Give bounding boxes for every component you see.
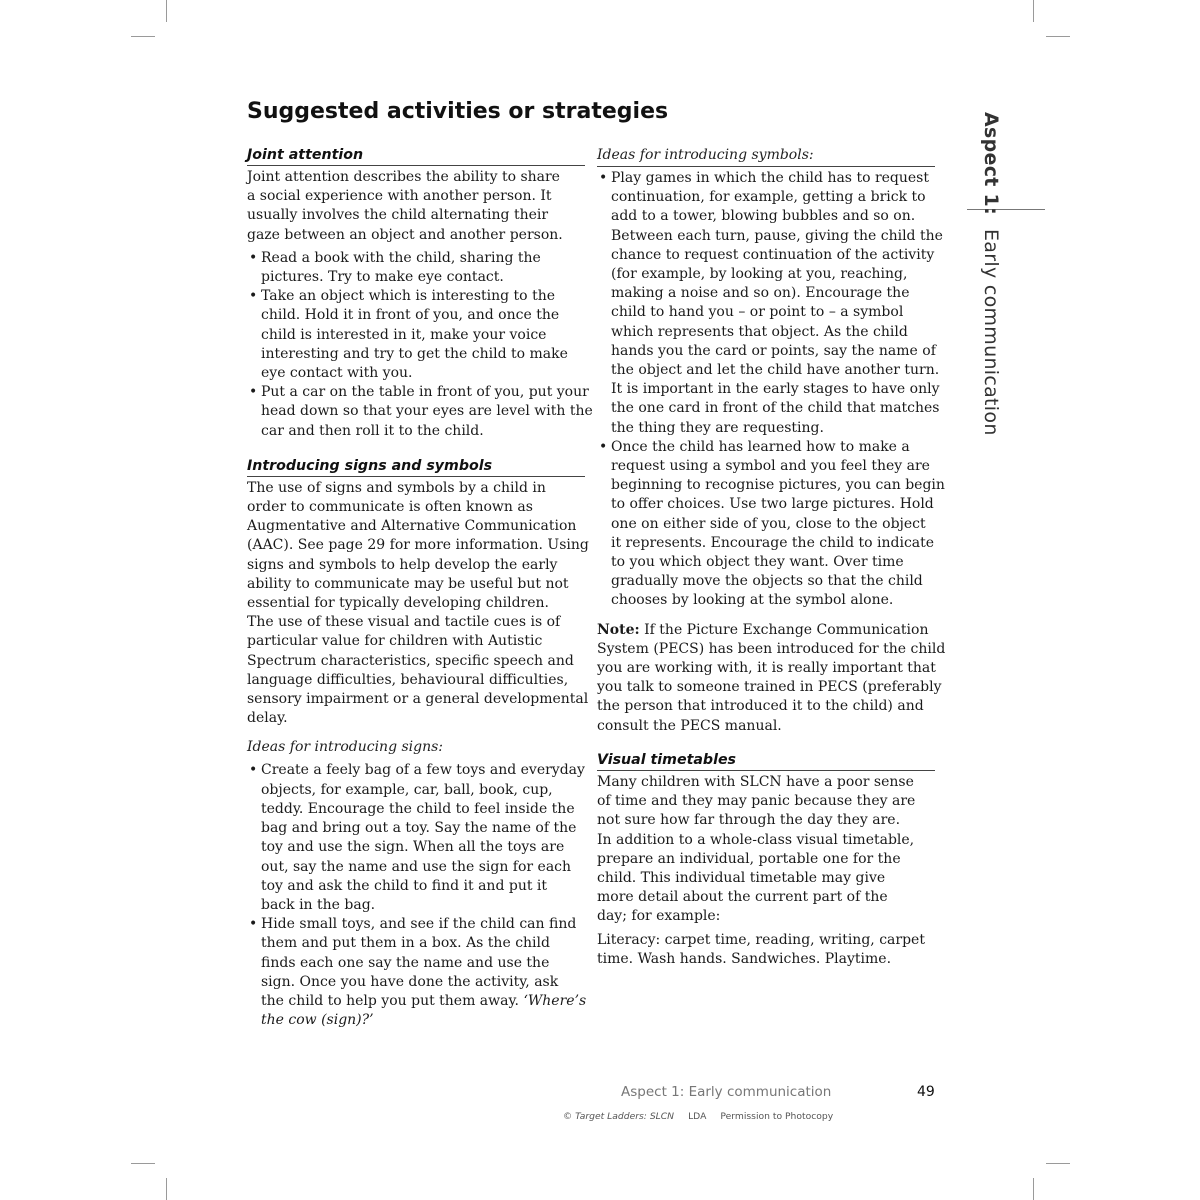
- side-tab-divider: [967, 209, 1045, 210]
- list-item: add to a tower, blowing bubbles and so on.: [611, 208, 916, 225]
- text-line: In addition to a whole-class visual timetable,: [597, 831, 915, 848]
- bullet-icon: •: [249, 384, 258, 401]
- crop-mark: [1046, 36, 1070, 37]
- text-line: Many children with SLCN have a poor sense: [597, 773, 914, 790]
- text-line: Note: If the Picture Exchange Communication: [597, 621, 929, 638]
- text-line: The use of these visual and tactile cues is of: [247, 614, 561, 631]
- visual-timetables-intro: [597, 773, 935, 927]
- list-item: • Play games in which the child has to request: [597, 169, 935, 188]
- list-item: request using a symbol and you feel they are: [611, 458, 930, 475]
- list-item: out, say the name and use the sign for each: [261, 858, 572, 875]
- text-line: essential for typically developing children.: [247, 595, 549, 612]
- text-line: Joint attention describes the ability to share: [247, 169, 560, 185]
- text-line: consult the PECS manual.: [597, 717, 782, 734]
- subheading-signs: Ideas for introducing signs:: [247, 739, 444, 756]
- text-line: you talk to someone trained in PECS (preferably: [597, 679, 942, 696]
- list-item: the thing they are requesting.: [611, 419, 824, 436]
- list-item: • Put a car on the table in front of you, put your: [247, 383, 585, 402]
- text-line: time. Wash hands. Sandwiches. Playtime.: [597, 950, 892, 967]
- text-line: a social experience with another person. It: [247, 188, 552, 205]
- text-line: of time and they may panic because they are: [597, 793, 916, 810]
- bullet-icon: •: [249, 762, 258, 779]
- bullet-icon: •: [599, 170, 608, 186]
- list-item: to offer choices. Use two large pictures. Hold: [611, 496, 934, 513]
- list-item: eye contact with you.: [261, 365, 413, 382]
- list-item: child. Hold it in front of you, and once the: [261, 307, 560, 324]
- text-line: day; for example:: [597, 908, 721, 925]
- joint-attention-list: [247, 249, 593, 441]
- list-item: which represents that object. As the child: [611, 323, 908, 340]
- crop-mark: [1033, 1178, 1034, 1200]
- symbols-list: [597, 169, 945, 611]
- list-item: toy and use the sign. When all the toys are: [261, 839, 565, 856]
- list-item: beginning to recognise pictures, you can begin: [611, 477, 945, 494]
- timetable-example: [597, 931, 935, 969]
- text-line: not sure how far through the day they are.: [597, 812, 901, 829]
- list-item: • Hide small toys, and see if the child can find: [247, 915, 585, 934]
- list-item: teddy. Encourage the child to feel inside the: [261, 800, 575, 817]
- text-line: delay.: [247, 710, 288, 727]
- text-line: sensory impairment or a general developmental: [247, 691, 589, 708]
- list-item: gradually move the objects so that the child: [611, 573, 923, 590]
- list-item: the one card in front of the child that matches: [611, 400, 940, 417]
- crop-mark: [1046, 1163, 1070, 1164]
- text-line: Spectrum characteristics, specific speech and: [247, 652, 574, 669]
- list-item: (for example, by looking at you, reaching,: [611, 266, 908, 283]
- text-line: gaze between an object and another person.: [247, 226, 563, 243]
- page-title: Suggested activities or strategies: [247, 99, 669, 124]
- list-item: continuation, for example, getting a brick to: [611, 189, 926, 206]
- bullet-icon: •: [599, 438, 608, 455]
- page-number: 49: [917, 1084, 935, 1100]
- signs-list: [247, 761, 585, 1030]
- text-line: usually involves the child alternating their: [247, 207, 549, 224]
- list-item: pictures. Try to make eye contact.: [261, 269, 504, 286]
- text-line: The use of signs and symbols by a child in: [247, 479, 546, 496]
- text-line: ability to communicate may be useful but not: [247, 575, 569, 592]
- list-item: finds each one say the name and use the: [261, 954, 550, 971]
- list-item: chooses by looking at the symbol alone.: [611, 592, 894, 609]
- bullet-icon: •: [249, 916, 258, 933]
- list-item: back in the bag.: [261, 896, 376, 913]
- text-line: signs and symbols to help develop the early: [247, 556, 558, 573]
- heading-visual-timetables: Visual timetables: [597, 751, 935, 771]
- text-line: Augmentative and Alternative Communication: [247, 518, 577, 535]
- list-item: chance to request continuation of the activity: [611, 246, 935, 263]
- list-item: to you which object they want. Over time: [611, 554, 904, 571]
- list-item: bag and bring out a toy. Say the name of the: [261, 820, 577, 837]
- list-item: the cow (sign)?’: [261, 1012, 374, 1029]
- list-item: • Read a book with the child, sharing the: [247, 249, 585, 268]
- text-line: child. This individual timetable may give: [597, 869, 886, 886]
- footer-copyright: [563, 1111, 847, 1122]
- side-tab-bold: Aspect 1:: [980, 112, 1002, 215]
- crop-mark: [1033, 0, 1034, 22]
- list-item: car and then roll it to the child.: [261, 422, 484, 439]
- list-item: hands you the card or points, say the name of: [611, 342, 936, 359]
- list-item: them and put them in a box. As the child: [261, 935, 550, 952]
- list-item: Between each turn, pause, giving the child the: [611, 227, 943, 244]
- side-tab-light: Early communication: [980, 228, 1002, 436]
- list-item: head down so that your eyes are level with the: [261, 403, 593, 420]
- crop-mark: [131, 36, 155, 37]
- text-line: order to communicate is often known as: [247, 499, 533, 516]
- side-tab: [980, 112, 1002, 436]
- text-line: the person that introduced it to the child) and: [597, 698, 924, 715]
- joint-attention-intro: [247, 168, 585, 245]
- text-line: particular value for children with Autistic: [247, 633, 543, 650]
- list-item: It is important in the early stages to have only: [611, 381, 940, 398]
- signs-symbols-intro: [247, 479, 589, 729]
- list-item: it represents. Encourage the child to indicate: [611, 534, 935, 551]
- subheading-symbols: Ideas for introducing symbols:: [597, 146, 935, 167]
- list-item: sign. Once you have done the activity, ask: [261, 973, 559, 990]
- heading-joint-attention: Joint attention: [247, 146, 585, 166]
- text-line: prepare an individual, portable one for the: [597, 850, 901, 867]
- bullet-icon: •: [249, 249, 258, 266]
- publisher-text: LDA: [688, 1111, 707, 1122]
- list-item: • Take an object which is interesting to the: [247, 287, 585, 306]
- crop-mark: [166, 1178, 167, 1200]
- list-item: objects, for example, car, ball, book, cup,: [261, 781, 553, 798]
- permission-text: Permission to Photocopy: [720, 1111, 834, 1122]
- crop-mark: [166, 0, 167, 22]
- footer-section-title: Aspect 1: Early communication: [621, 1084, 832, 1100]
- left-column: [247, 146, 593, 1030]
- list-item: • Create a feely bag of a few toys and everyday: [247, 761, 585, 780]
- text-line: (AAC). See page 29 for more information. Using: [247, 537, 589, 554]
- text-line: more detail about the current part of the: [597, 889, 888, 906]
- copyright-text: © Target Ladders: SLCN: [563, 1111, 675, 1122]
- list-item: interesting and try to get the child to make: [261, 345, 568, 362]
- list-item: • Once the child has learned how to make a: [597, 438, 935, 457]
- text-line: language difficulties, behavioural difficulties,: [247, 671, 569, 688]
- text-line: System (PECS) has been introduced for the child: [597, 640, 946, 657]
- text-line: Literacy: carpet time, reading, writing, carpet: [597, 931, 925, 948]
- right-column: [597, 146, 946, 969]
- crop-mark: [131, 1163, 155, 1164]
- list-item: child to hand you – or point to – a symbol: [611, 304, 904, 321]
- list-item: the object and let the child have another turn.: [611, 362, 940, 379]
- bullet-icon: •: [249, 288, 258, 305]
- pecs-note: [597, 621, 946, 736]
- list-item: the child to help you put them away. ‘Where’s: [261, 992, 587, 1009]
- list-item: one on either side of you, close to the object: [611, 515, 926, 532]
- note-label: Note:: [597, 621, 640, 638]
- heading-signs-symbols: Introducing signs and symbols: [247, 457, 585, 477]
- list-item: child is interested in it, make your voice: [261, 326, 547, 343]
- text-line: you are working with, it is really important that: [597, 660, 936, 677]
- list-item: toy and ask the child to find it and put it: [261, 877, 548, 894]
- list-item: making a noise and so on). Encourage the: [611, 285, 910, 302]
